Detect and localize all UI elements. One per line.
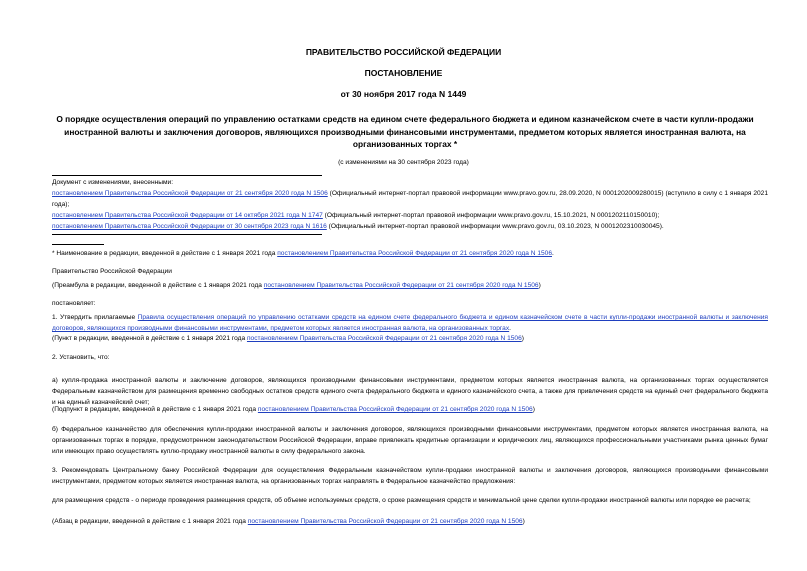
amendment-source-1: (Официальный интернет-портал правовой информации www.pravo.gov.ru, 28.09.2020, N 0001202009280015) (вступило в силу с 1 января 2021 года); xyxy=(52,190,768,208)
amendment-link-2[interactable]: постановлением Правительства Российской Федерации от 14 октября 2021 года N 1747 xyxy=(52,212,323,219)
divider xyxy=(52,175,322,176)
note-text: (Пункт в редакции, введенной в действие с 1 января 2021 года xyxy=(52,335,247,342)
note-close: ) xyxy=(522,518,525,525)
footnote-text: * Наименование в редакции, введенной в действие с 1 января 2021 года xyxy=(52,250,278,257)
amendment-item xyxy=(52,221,768,232)
paragraph-3a: для размещения средств - о периоде проведения размещения средств, об объеме используемых средств, о сроке размещения средств и минимальной цене сделки купли-продажи иностранной валюты или порядке ее расчета; xyxy=(52,497,751,504)
note-close: ) xyxy=(532,406,535,413)
p1-end: . xyxy=(509,325,511,332)
footnote-divider xyxy=(52,244,104,245)
preamble: Правительство Российской Федерации xyxy=(52,268,172,275)
amendment-link-3[interactable]: постановлением Правительства Российской Федерации от 30 сентября 2023 года N 1616 xyxy=(52,223,327,230)
footnote-link[interactable]: постановлением Правительства Российской Федерации от 21 сентября 2020 года N 1506 xyxy=(277,250,552,257)
footnote-end: . xyxy=(552,250,554,257)
paragraph-2: 2. Установить, что: xyxy=(52,354,110,361)
p2a-note-link[interactable]: постановлением Правительства Российской Федерации от 21 сентября 2020 года N 1506 xyxy=(257,406,533,413)
note-text: (Абзац в редакции, введенной в действие с 1 января 2021 года xyxy=(52,518,248,525)
amendments-intro: Документ с изменениями, внесенными: xyxy=(52,179,174,186)
amendments-block xyxy=(52,177,768,232)
divider xyxy=(52,234,322,235)
note-text: (Подпункт в редакции, введенной в действие с 1 января 2021 года xyxy=(52,406,258,413)
paragraph-1-note xyxy=(52,333,768,344)
note-close: ) xyxy=(538,282,541,289)
document-title: О порядке осуществления операций по управлению остатками средств на едином счете федерального бюджета и едином казначейском счете в части купли-продажи иностранной валюты и заключения договоров, являющихся производными финансовыми инструментами, предметом которых является иностранная валюта, на организованных торгах * xyxy=(56,114,754,149)
paragraph-1 xyxy=(52,312,768,334)
government-heading: ПРАВИТЕЛЬСТВО РОССИЙСКОЙ ФЕДЕРАЦИИ xyxy=(305,47,502,57)
amendment-item xyxy=(52,210,768,221)
amendment-item xyxy=(52,188,768,210)
p3a-note-link[interactable]: постановлением Правительства Российской Федерации от 21 сентября 2020 года N 1506 xyxy=(247,518,523,525)
amendment-source-3: (Официальный интернет-портал правовой информации www.pravo.gov.ru, 03.10.2023, N 0001202310030045). xyxy=(326,223,664,230)
paragraph-3: 3. Рекомендовать Центральному банку Российской Федерации для осуществления Федеральным казначейством купли-продажи иностранной валюты и заключения договоров, являющихся производными финансовыми инструментами, предметом которых является иностранная валюта, на организованных торгах направлять в Федеральное казначейство предложения: xyxy=(52,467,768,485)
p1-note-link[interactable]: постановлением Правительства Российской Федерации от 21 сентября 2020 года N 1506 xyxy=(246,335,522,342)
document-type: ПОСТАНОВЛЕНИЕ xyxy=(364,68,443,78)
paragraph-2b: б) Федеральное казначейство для обеспечения купли-продажи иностранной валюты и заключения договоров, являющихся производными финансовыми инструментами, предметом которых является иностранная валюта, на организованных торгах в порядке, предусмотренном законодательством Российской Федерации, вправе привлекать кредитные организации и юридических лиц, являющихся профессиональными участниками рынка ценных бумаг или имеющих право осуществлять куплю-продажу иностранной валюты в силу федерального закона. xyxy=(52,426,768,455)
amendment-link-1[interactable]: постановлением Правительства Российской Федерации от 21 сентября 2020 года N 1506 xyxy=(52,190,328,197)
paragraph-2a-note xyxy=(52,404,768,415)
resolves: постановляет: xyxy=(52,300,96,307)
footnote xyxy=(52,248,768,259)
paragraph-2a: а) купля-продажа иностранной валюты и заключение договоров, являющихся производными финансовыми инструментами, предметом которых является иностранная валюта, на организованных торгах осуществляется Федеральным казначейством для размещения временно свободных остатков средств единого счета федерального бюджета и единого казначейского счета, а также для привлечения средств на единый счет федерального бюджета и на единый казначейский счет; xyxy=(52,377,768,406)
rules-link[interactable]: Правила осуществления операций по управлению остатками средств на едином счете федерального бюджета и едином казначейском счете в части купли-продажи иностранной валюты и заключения договоров, являющихся производными финансовыми инструментами, предметом которых является иностранная валюта, на организованных торгах xyxy=(52,314,768,332)
preamble-note xyxy=(52,280,768,291)
note-close: ) xyxy=(521,335,524,342)
preamble-note-link[interactable]: постановлением Правительства Российской Федерации от 21 сентября 2020 года N 1506 xyxy=(263,282,539,289)
changes-note: (с изменениями на 30 сентября 2023 года) xyxy=(338,159,469,166)
note-text: (Преамбула в редакции, введенной в действие с 1 января 2021 года xyxy=(52,282,264,289)
document-date-number: от 30 ноября 2017 года N 1449 xyxy=(340,89,467,99)
p1-text: 1. Утвердить прилагаемые xyxy=(52,314,138,321)
amendment-source-2: (Официальный интернет-портал правовой информации www.pravo.gov.ru, 15.10.2021, N 0001202110150010); xyxy=(322,212,660,219)
paragraph-3a-note xyxy=(52,516,768,527)
